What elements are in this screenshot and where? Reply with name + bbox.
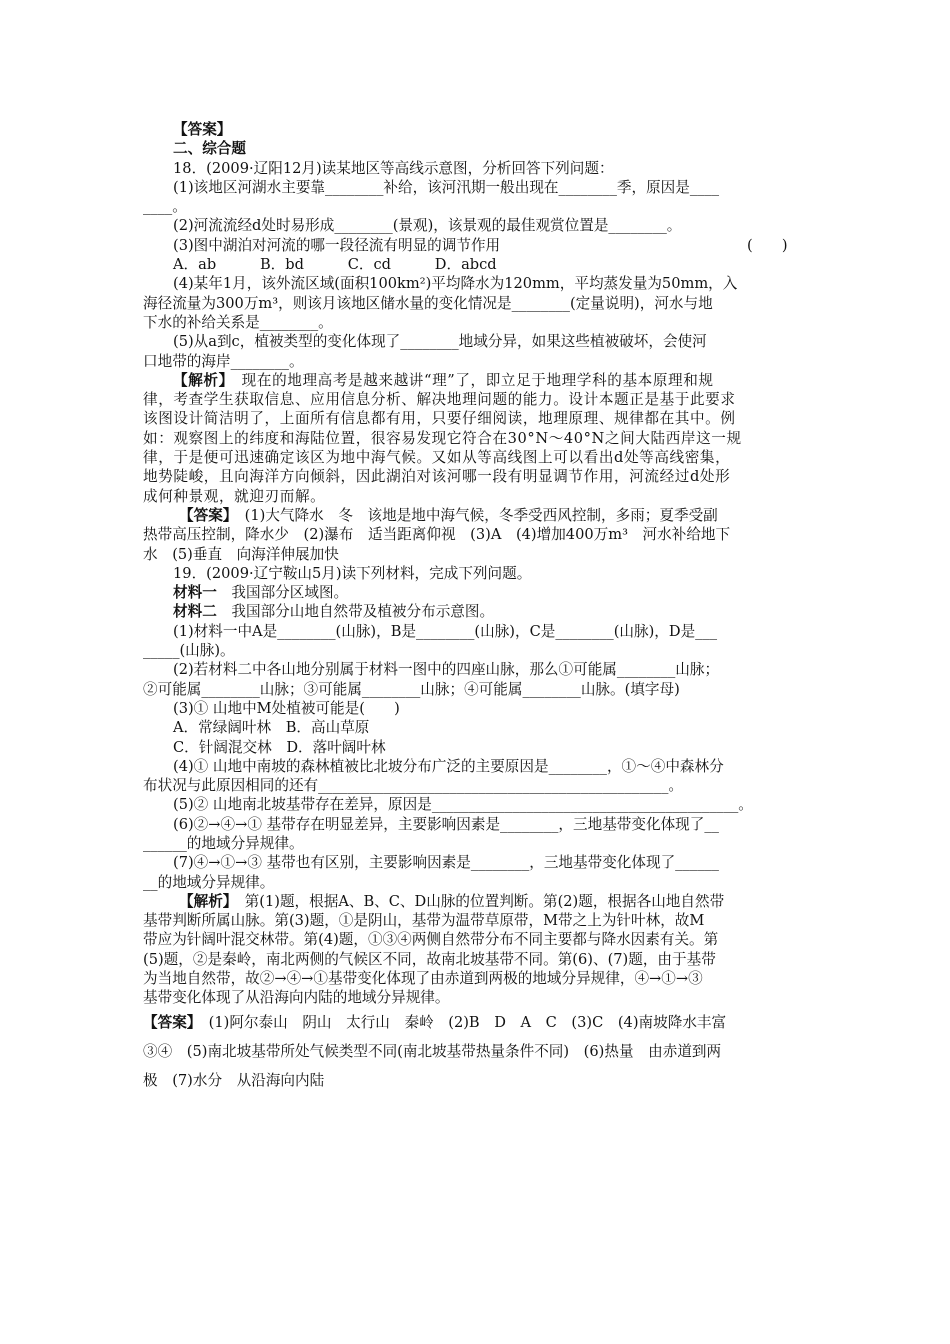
q18-analysis-line7: 成何种景观，就迎刃而解。 bbox=[143, 487, 326, 505]
q19-analysis-line3: 带应为针阔叶混交林带。第(4)题，①③④两侧自然带分布不同主要都与降水因素有关。第 bbox=[143, 931, 719, 949]
q19-analysis-line5: 为当地自然带，故②→④→①基带变化体现了由赤道到两极的地域分异规律，④→①→③ bbox=[143, 970, 703, 988]
q19-answer-line1: 【答案】 (1)阿尔泰山 阴山 太行山 秦岭 (2)B D A C (3)C (4)南坡降水丰富 bbox=[143, 1013, 727, 1031]
q19-material1: 材料一 我国部分区域图。 bbox=[173, 584, 349, 602]
q19-part1-line1: (1)材料一中A是________(山脉)，B是________(山脉)，C是________(山脉)，D是___ bbox=[173, 622, 718, 640]
q18-part4-line3: 下水的补给关系是________。 bbox=[143, 313, 333, 331]
q18-part1-line2: ____。 bbox=[143, 198, 187, 216]
q18-analysis-line3: 该图设计简洁明了，上面所有信息都有用，只要仔细阅读，地理原理、规律都在其中。例 bbox=[143, 410, 736, 428]
q18-part3 bbox=[143, 236, 811, 255]
q19-analysis-label: 【解析】 bbox=[179, 892, 231, 910]
q18-part2: (2)河流流经d处时易形成________(景观)，该景观的最佳观赏位置是________。 bbox=[173, 217, 682, 235]
q18-part4-line2: 海径流量为300万m³，则该月该地区储水量的变化情况是________(定量说明)，河水与地 bbox=[143, 294, 713, 312]
q19-material2: 材料二 我国部分山地自然带及植被分布示意图。 bbox=[173, 603, 495, 621]
q18-answer-line1: 【答案】 (1)大气降水 冬 该地是地中海气候，冬季受西风控制，多雨；夏季受副 bbox=[179, 506, 718, 524]
q19-part7-line2: __的地域分异规律。 bbox=[143, 873, 275, 891]
q18-part5-line1: (5)从a到c，植被类型的变化体现了________地域分异，如果这些植被破坏，会使河 bbox=[173, 333, 707, 351]
q19-part3: (3)① 山地中M处植被可能是( ) bbox=[173, 699, 400, 717]
q18-analysis-line1: 【解析】 现在的地理高考是越来越讲“理”了，即立足于地理学科的基本原理和规 bbox=[173, 371, 714, 389]
q19-part1-line2: _____(山脉)。 bbox=[143, 642, 235, 660]
q19-part2-line2: ②可能属________山脉；③可能属________山脉；④可能属________山脉。(填字母) bbox=[143, 680, 680, 698]
q18-answer-label: 【答案】 bbox=[179, 506, 231, 524]
q18-part4-line1: (4)某年1月，该外流区域(面积100km²)平均降水为120mm，平均蒸发量为50mm，入 bbox=[173, 275, 738, 293]
q19-answer-line3: 极 (7)水分 从沿海向内陆 bbox=[143, 1071, 325, 1089]
q19-part2-line1: (2)若材料二中各山地分别属于材料一图中的四座山脉，那么①可能属________山脉； bbox=[173, 661, 720, 679]
q18-part3-text: (3)图中湖泊对河流的哪一段径流有明显的调节作用 bbox=[173, 236, 501, 254]
q19-part3-options2: C．针阔混交林 D．落叶阔叶林 bbox=[173, 738, 386, 756]
q19-part6-line1: (6)②→④→① 基带存在明显差异，主要影响因素是________，三地基带变化体现了__ bbox=[173, 815, 719, 833]
q19-stem: 19．(2009·辽宁鞍山5月)读下列材料，完成下列问题。 bbox=[173, 564, 532, 582]
q19-answer-line2: ③④ (5)南北坡基带所处气候类型不同(南北坡基带热量条件不同) (6)热量 由赤道到两 bbox=[143, 1042, 722, 1060]
q19-part7-line1: (7)④→①→③ 基带也有区别，主要影响因素是________，三地基带变化体现了______ bbox=[173, 854, 719, 872]
q18-part5-line2: 口地带的海岸________。 bbox=[143, 352, 304, 370]
answer-label-top: 【答案】 bbox=[173, 121, 232, 138]
q18-analysis-label: 【解析】 bbox=[173, 371, 227, 389]
q18-analysis-line4: 如：观察图上的纬度和海陆位置，很容易发现它符合在30°N～40°N之间大陆西岸这一规 bbox=[143, 429, 742, 447]
q19-part3-options1: A．常绿阔叶林 B．高山草原 bbox=[173, 719, 370, 737]
q18-part3-bracket: ( ) bbox=[747, 236, 788, 254]
q18-answer-line2: 热带高压控制，降水少 (2)瀑布 适当距离仰视 (3)A (4)增加400万m³ 河水补给地下 bbox=[143, 526, 731, 544]
q19-part6-line2: ______的地域分异规律。 bbox=[143, 834, 304, 852]
q18-analysis-line5: 律，于是便可迅速确定该区为地中海气候。又如从等高线图上可以看出d处等高线密集， bbox=[143, 449, 731, 467]
q19-part5: (5)② 山地南北坡基带存在差异，原因是__________________________________________。 bbox=[173, 796, 753, 814]
q19-analysis-line6: 基带变化体现了从沿海向内陆的地域分异规律。 bbox=[143, 989, 450, 1007]
q19-part4-line1: (4)① 山地中南坡的森林植被比北坡分布广泛的主要原因是________，①～④中森林分 bbox=[173, 757, 724, 775]
q18-answer-line3: 水 (5)垂直 向海洋伸展加快 bbox=[143, 545, 339, 563]
q19-analysis-line1: 【解析】 第(1)题，根据A、B、C、D山脉的位置判断。第(2)题，根据各山地自然带 bbox=[179, 892, 725, 910]
q18-stem: 18．(2009·辽阳12月)读某地区等高线示意图，分析回答下列问题： bbox=[173, 159, 614, 177]
q18-options: A．ab B．bd C．cd D．abcd bbox=[173, 256, 497, 274]
q19-part4-line2: 布状况与此原因相同的还有________________________________________________。 bbox=[143, 777, 683, 795]
q19-analysis-line2: 基带判断所属山脉。第(3)题，①是阴山，基带为温带草原带，M带之上为针叶林，故M bbox=[143, 912, 705, 930]
document-page bbox=[143, 120, 811, 1095]
q19-analysis-line4: (5)题，②是秦岭，南北两侧的气候区不同，故南北坡基带不同。第(6)、(7)题，由于基带 bbox=[143, 950, 716, 968]
q18-analysis-line6: 地势陡峻，且向海洋方向倾斜，因此湖泊对该河哪一段有明显调节作用，河流经过d处形 bbox=[143, 468, 731, 486]
q18-analysis-line2: 律，考查学生获取信息、应用信息分析、解决地理问题的能力。设计本题正是基于此要求 bbox=[143, 391, 736, 409]
q19-answer-label: 【答案】 bbox=[143, 1013, 195, 1031]
section-title: 二、综合题 bbox=[173, 140, 246, 158]
q18-part1-line1: (1)该地区河湖水主要靠________补给，该河汛期一般出现在________季，原因是____ bbox=[173, 178, 720, 196]
